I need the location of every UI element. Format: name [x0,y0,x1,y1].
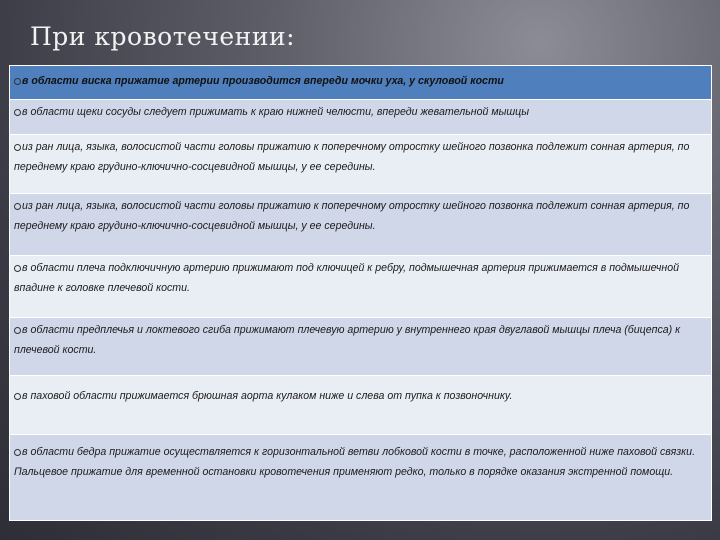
table-row [10,100,712,135]
table-row [10,376,712,435]
row-text: из ран лица, языка, волосистой части головы прижатию к поперечному отростку шейного позвонка подлежит сонная артерия, по переднему краю грудино-ключично-сосцевидной мышцы, у ее середины. [14,141,690,173]
table-cell [10,256,712,318]
table-row [10,256,712,318]
table-cell [10,135,712,194]
row-text: в области плеча подключичную артерию прижимают под ключицей к ребру, подмышечная артерия прижимается в подмышечной впадине к головке плечевой кости. [14,262,680,294]
table-row [10,318,712,376]
bullet-icon [14,393,21,400]
bullet-icon [14,327,21,334]
content-table [9,65,712,521]
table-cell [10,66,712,100]
table-cell [10,435,712,521]
table-row [10,135,712,194]
bullet-icon [14,203,21,210]
table-cell [10,318,712,376]
row-text: в области бедра прижатие осуществляется к горизонтальной ветви лобковой кости в точке, расположенной ниже паховой связки. Пальцевое прижатие для временной остановки кровотечения применяют редко, только в порядке оказания экстренной помощи. [14,446,696,478]
table-row [10,435,712,521]
bullet-icon [14,78,21,85]
table-cell [10,194,712,256]
table-row [10,194,712,256]
bullet-icon [14,265,21,272]
row-text: в области щеки сосуды следует прижимать к краю нижней челюсти, впереди жевательной мышцы [22,106,530,118]
table-cell [10,100,712,135]
slide-title: При кровотечении: [30,22,296,51]
row-text: в паховой области прижимается брюшная аорта кулаком ниже и слева от пупка к позвоночнику. [22,390,513,402]
table-cell [10,376,712,435]
bullet-icon [14,144,21,151]
bullet-icon [14,449,21,456]
row-text: в области предплечья и локтевого сгиба прижимают плечевую артерию у внутреннего края двуглавой мышцы плеча (бицепса) к плечевой кости. [14,324,681,356]
row-text: из ран лица, языка, волосистой части головы прижатию к поперечному отростку шейного позвонка подлежит сонная артерия, по переднему краю грудино-ключично-сосцевидной мышцы, у ее середины. [14,200,690,232]
header-text: в области виска прижатие артерии производится впереди мочки уха, у скуловой кости [22,75,504,87]
table-header-row [10,66,712,100]
bullet-icon [14,109,21,116]
